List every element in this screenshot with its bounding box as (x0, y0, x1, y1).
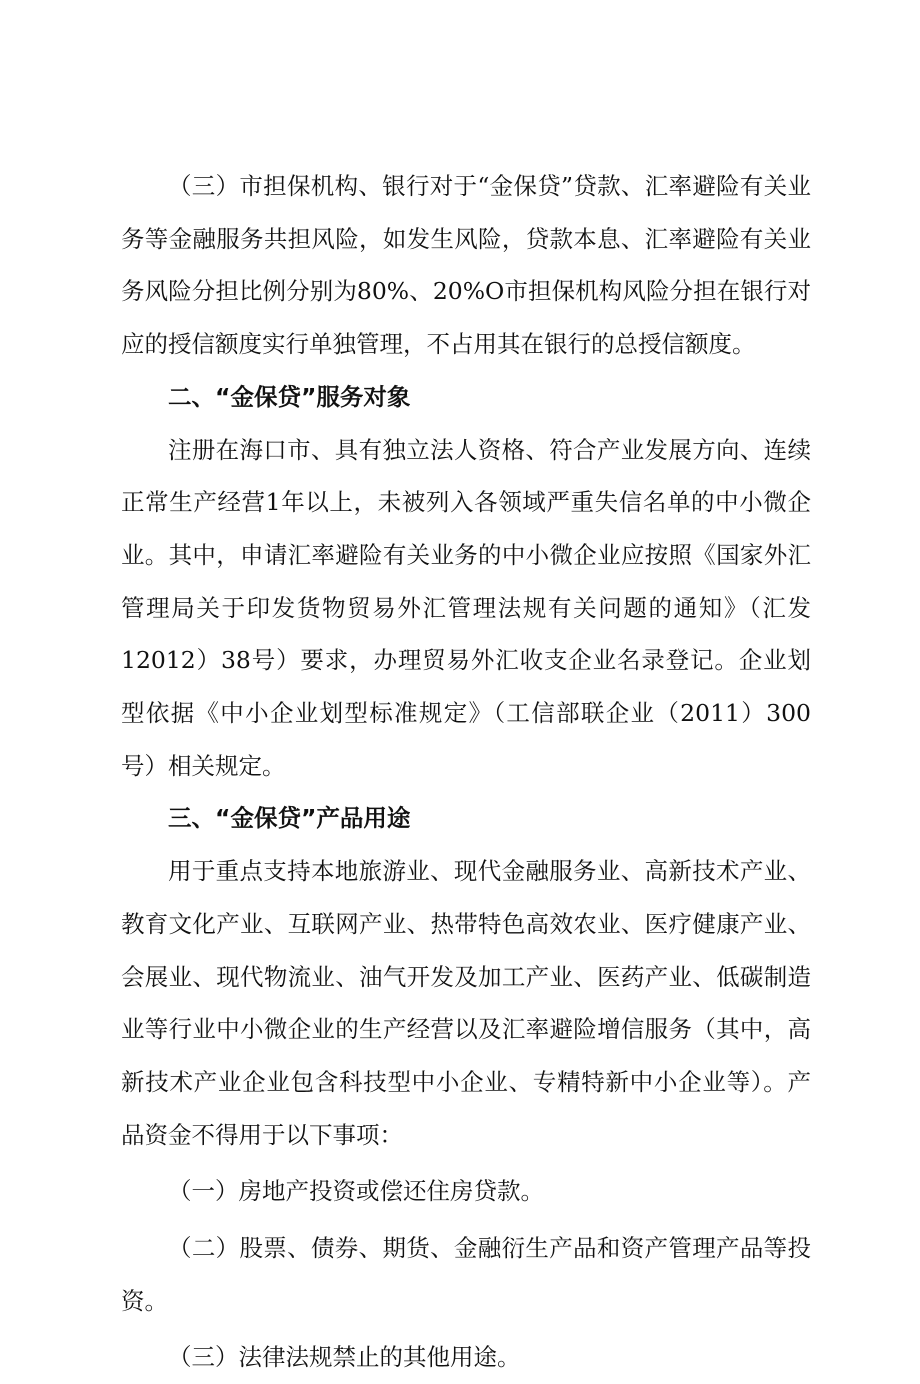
paragraph-service-target: 注册在海口市、具有独立法人资格、符合产业发展方向、连续正常生产经营1年以上，未被列入各领域严重失信名单的中小微企业。其中，申请汇率避险有关业务的中小微企业应按照《国家外汇管理局关于印发货物贸易外汇管理法规有关问题的通知》（汇发12012）38号）要求，办理贸易外汇收支企业名录登记。企业划型依据《中小企业划型标准规定》（工信部联企业（2011）300号）相关规定。 (121, 435, 811, 780)
paragraph-guarantee-risk-sharing: （三）市担保机构、银行对于“金保贷”贷款、汇率避险有关业务等金融服务共担风险，如发生风险，贷款本息、汇率避险有关业务风险分担比例分别为80%、20%O市担保机构风险分担在银行对应的授信额度实行单独管理，不占用其在银行的总授信额度。 (121, 172, 811, 359)
paragraph-product-use: 用于重点支持本地旅游业、现代金融服务业、高新技术产业、教育文化产业、互联网产业、热带特色高效农业、医疗健康产业、会展业、现代物流业、油气开发及加工产业、医药产业、低碳制造业等行业中小微企业的生产经营以及汇率避险增信服务（其中，高新技术产业企业包含科技型中小企业、专精特新中小企业等）。产品资金不得用于以下事项： (121, 857, 811, 1149)
document-page (121, 160, 811, 1384)
list-item-real-estate: （一）房地产投资或偿还住房贷款。 (168, 1177, 544, 1206)
list-item-prohibited-uses: （三）法律法规禁止的其他用途。 (168, 1343, 521, 1372)
section-heading-product-use: 三、“金保贷”产品用途 (168, 804, 411, 833)
list-item-securities: （二）股票、债券、期货、金融衍生产品和资产管理产品等投资。 (121, 1234, 811, 1315)
section-heading-service-target: 二、“金保贷”服务对象 (168, 382, 411, 411)
